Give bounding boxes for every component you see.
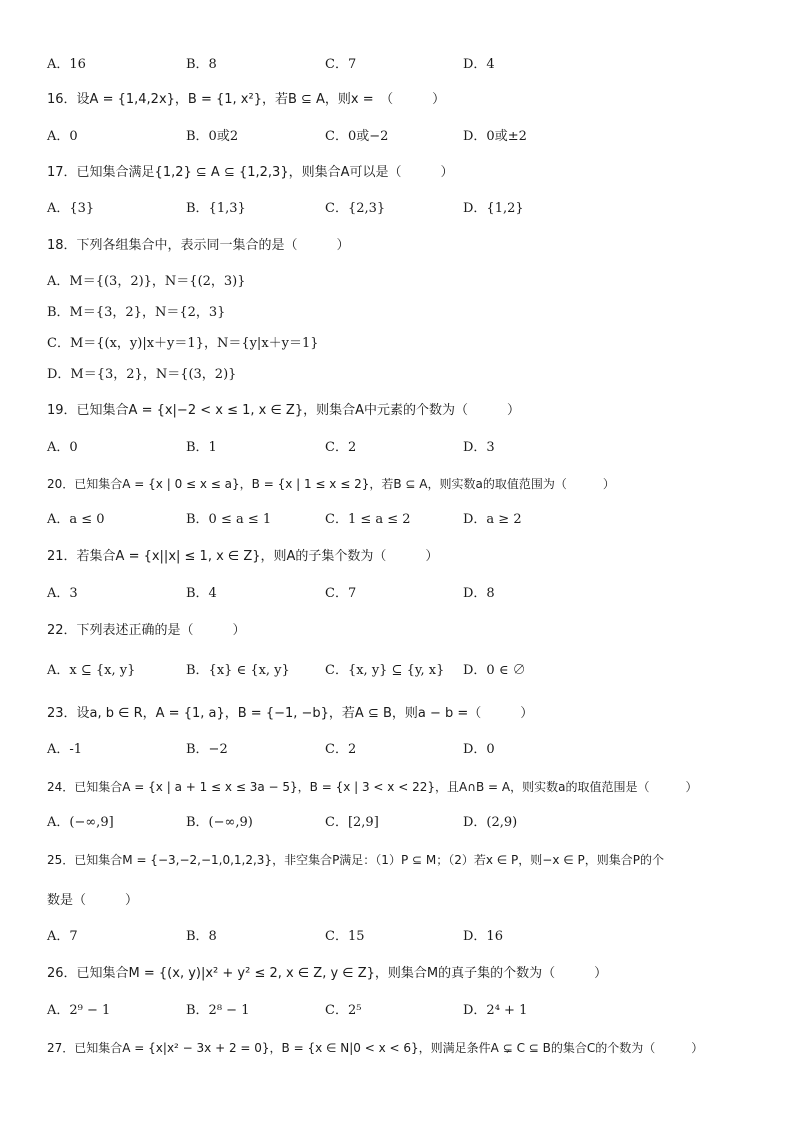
q15-option-c: C．7 <box>325 57 357 72</box>
q26-option-b: B．2⁸ − 1 <box>186 1003 250 1018</box>
q25-options <box>47 928 767 946</box>
q23-stem: 23．设a, b ∈ R，A = {1, a}，B = {−1, −b}，若A ⊆ B，则a − b =（ ） <box>47 706 534 721</box>
q21-stem: 21．若集合A = {x||x| ≤ 1, x ∈ Z}，则A的子集个数为（ ） <box>47 549 439 564</box>
q25-option-d: D．16 <box>463 929 503 944</box>
q23-option-b: B．−2 <box>186 742 228 757</box>
q24-option-d: D．(2,9) <box>463 815 518 830</box>
q15-option-b: B．8 <box>186 57 217 72</box>
q18-option-d: D．M＝{3，2}，N＝{(3，2)} <box>47 367 237 382</box>
q23-option-a: A．-1 <box>47 742 83 757</box>
q22-stem: 22．下列表述正确的是（ ） <box>47 623 246 638</box>
q24-options <box>47 814 767 832</box>
q20-option-b: B．0 ≤ a ≤ 1 <box>186 512 272 527</box>
q20-option-a: A．a ≤ 0 <box>47 512 105 527</box>
q19-option-a: A．0 <box>47 440 78 455</box>
q18-option-a: A．M＝{(3，2)}，N＝{(2，3)} <box>47 274 246 289</box>
q25-stem-line1: 25．已知集合M = {−3,−2,−1,0,1,2,3}，非空集合P满足：（1）P ⊆ M；（2）若x ∈ P，则−x ∈ P，则集合P的个 <box>47 853 664 867</box>
q23-option-c: C．2 <box>325 742 357 757</box>
q19-options <box>47 439 767 457</box>
q17-option-c: C．{2,3} <box>325 201 386 216</box>
q15-option-a: A．16 <box>47 57 86 72</box>
q16-options <box>47 128 767 146</box>
q25-option-b: B．8 <box>186 929 217 944</box>
q26-option-a: A．2⁹ − 1 <box>47 1003 111 1018</box>
q24-stem: 24．已知集合A = {x | a + 1 ≤ x ≤ 3a − 5}，B = {x | 3 < x < 22}，且A∩B = A，则实数a的取值范围是（ ） <box>47 780 698 794</box>
q16-option-d: D．0或±2 <box>463 129 527 144</box>
q20-option-c: C．1 ≤ a ≤ 2 <box>325 512 411 527</box>
q26-stem: 26．已知集合M = {(x, y)|x² + y² ≤ 2, x ∈ Z, y ∈ Z}，则集合M的真子集的个数为（ ） <box>47 966 608 981</box>
q22-option-c: C．{x, y} ⊆ {y, x} <box>325 663 445 678</box>
q20-options <box>47 511 767 529</box>
q17-options <box>47 200 767 218</box>
q26-option-c: C．2⁵ <box>325 1003 362 1018</box>
q16-option-c: C．0或−2 <box>325 129 389 144</box>
q16-option-a: A．0 <box>47 129 78 144</box>
q26-option-d: D．2⁴ + 1 <box>463 1003 528 1018</box>
q23-options <box>47 741 767 759</box>
q19-option-c: C．2 <box>325 440 357 455</box>
q21-option-a: A．3 <box>47 586 78 601</box>
q21-option-b: B．4 <box>186 586 217 601</box>
q16-stem: 16．设A = {1,4,2x}，B = {1, x²}，若B ⊆ A，则x = （ ） <box>47 92 446 107</box>
q20-stem: 20．已知集合A = {x | 0 ≤ x ≤ a}，B = {x | 1 ≤ x ≤ 2}，若B ⊆ A，则实数a的取值范围为（ ） <box>47 477 615 491</box>
q24-option-b: B．(−∞,9) <box>186 815 253 830</box>
q18-option-c: C．M＝{(x，y)|x＋y＝1}，N＝{y|x＋y＝1} <box>47 336 319 351</box>
q22-option-a: A．x ⊆ {x, y} <box>47 663 136 678</box>
q19-option-d: D．3 <box>463 440 495 455</box>
q26-options <box>47 1002 767 1020</box>
q21-options <box>47 585 767 603</box>
q21-option-d: D．8 <box>463 586 495 601</box>
q18-stem: 18．下列各组集合中，表示同一集合的是（ ） <box>47 238 350 253</box>
q17-option-d: D．{1,2} <box>463 201 524 216</box>
q25-stem-line2: 数是（ ） <box>47 893 139 908</box>
q23-option-d: D．0 <box>463 742 495 757</box>
q15-options <box>47 56 767 74</box>
q17-option-a: A．{3} <box>47 201 95 216</box>
q22-options <box>47 662 767 680</box>
q17-stem: 17．已知集合满足{1,2} ⊆ A ⊆ {1,2,3}，则集合A可以是（ ） <box>47 165 454 180</box>
q24-option-a: A．(−∞,9] <box>47 815 114 830</box>
q17-option-b: B．{1,3} <box>186 201 246 216</box>
q18-option-b: B．M＝{3，2}，N＝{2，3} <box>47 305 226 320</box>
q22-option-b: B．{x} ∈ {x, y} <box>186 663 290 678</box>
q24-option-c: C．[2,9] <box>325 815 379 830</box>
q15-option-d: D．4 <box>463 57 495 72</box>
q16-option-b: B．0或2 <box>186 129 239 144</box>
q20-option-d: D．a ≥ 2 <box>463 512 522 527</box>
q22-option-d: D．0 ∈ ∅ <box>463 663 526 678</box>
q25-option-c: C．15 <box>325 929 365 944</box>
q27-stem: 27．已知集合A = {x|x² − 3x + 2 = 0}，B = {x ∈ N|0 < x < 6}，则满足条件A ⊊ C ⊆ B的集合C的个数为（ ） <box>47 1041 704 1055</box>
q25-option-a: A．7 <box>47 929 78 944</box>
q19-stem: 19．已知集合A = {x|−2 < x ≤ 1, x ∈ Z}，则集合A中元素的个数为（ ） <box>47 403 520 418</box>
q21-option-c: C．7 <box>325 586 357 601</box>
q19-option-b: B．1 <box>186 440 217 455</box>
